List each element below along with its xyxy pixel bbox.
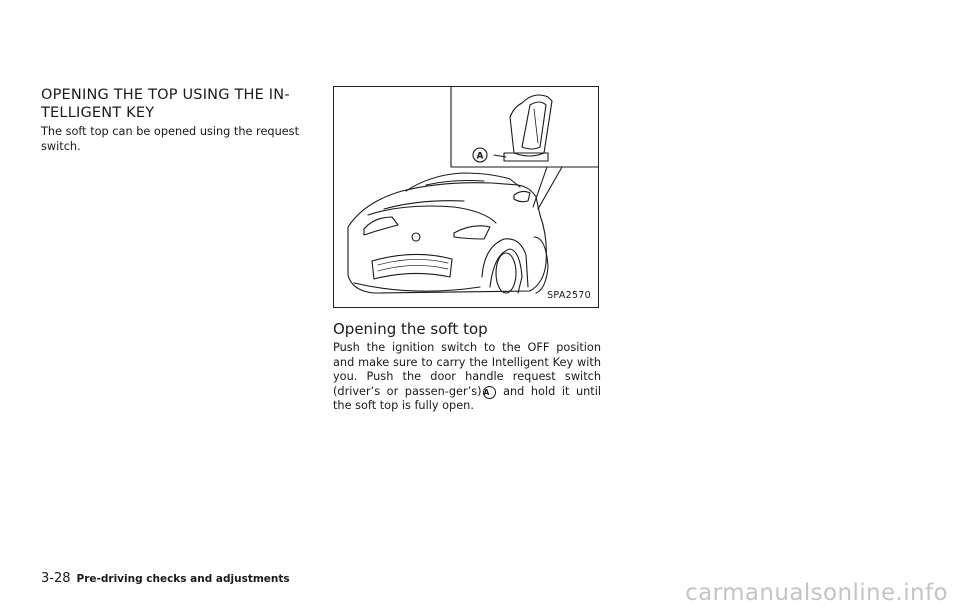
figure-code: SPA2570 (547, 290, 591, 301)
intro-paragraph: The soft top can be opened using the request switch. (41, 125, 299, 153)
figure-callout-label: A (476, 151, 484, 162)
callout-a-icon: A (483, 386, 496, 399)
subsection-title: Opening the soft top (333, 320, 488, 338)
opening-text-before: Push the ignition switch to the OFF position and make sure to carry the Intelligent Key with you. Push the door handle request switch (driver’s or passen-ger’s) (333, 341, 601, 398)
page-footer (41, 571, 290, 586)
footer-section-name: Pre-driving checks and adjustments (76, 573, 290, 585)
car-illustration (334, 87, 599, 308)
figure-soft-top-request-switch (333, 86, 599, 308)
opening-text-after: and hold it until the soft top is fully open. (333, 384, 602, 413)
watermark: carmanualsonline.info (685, 580, 948, 606)
section-heading: OPENING THE TOP USING THE IN-TELLIGENT KEY (41, 87, 290, 121)
opening-paragraph (333, 341, 601, 414)
page-number: 3-28 (41, 571, 71, 586)
